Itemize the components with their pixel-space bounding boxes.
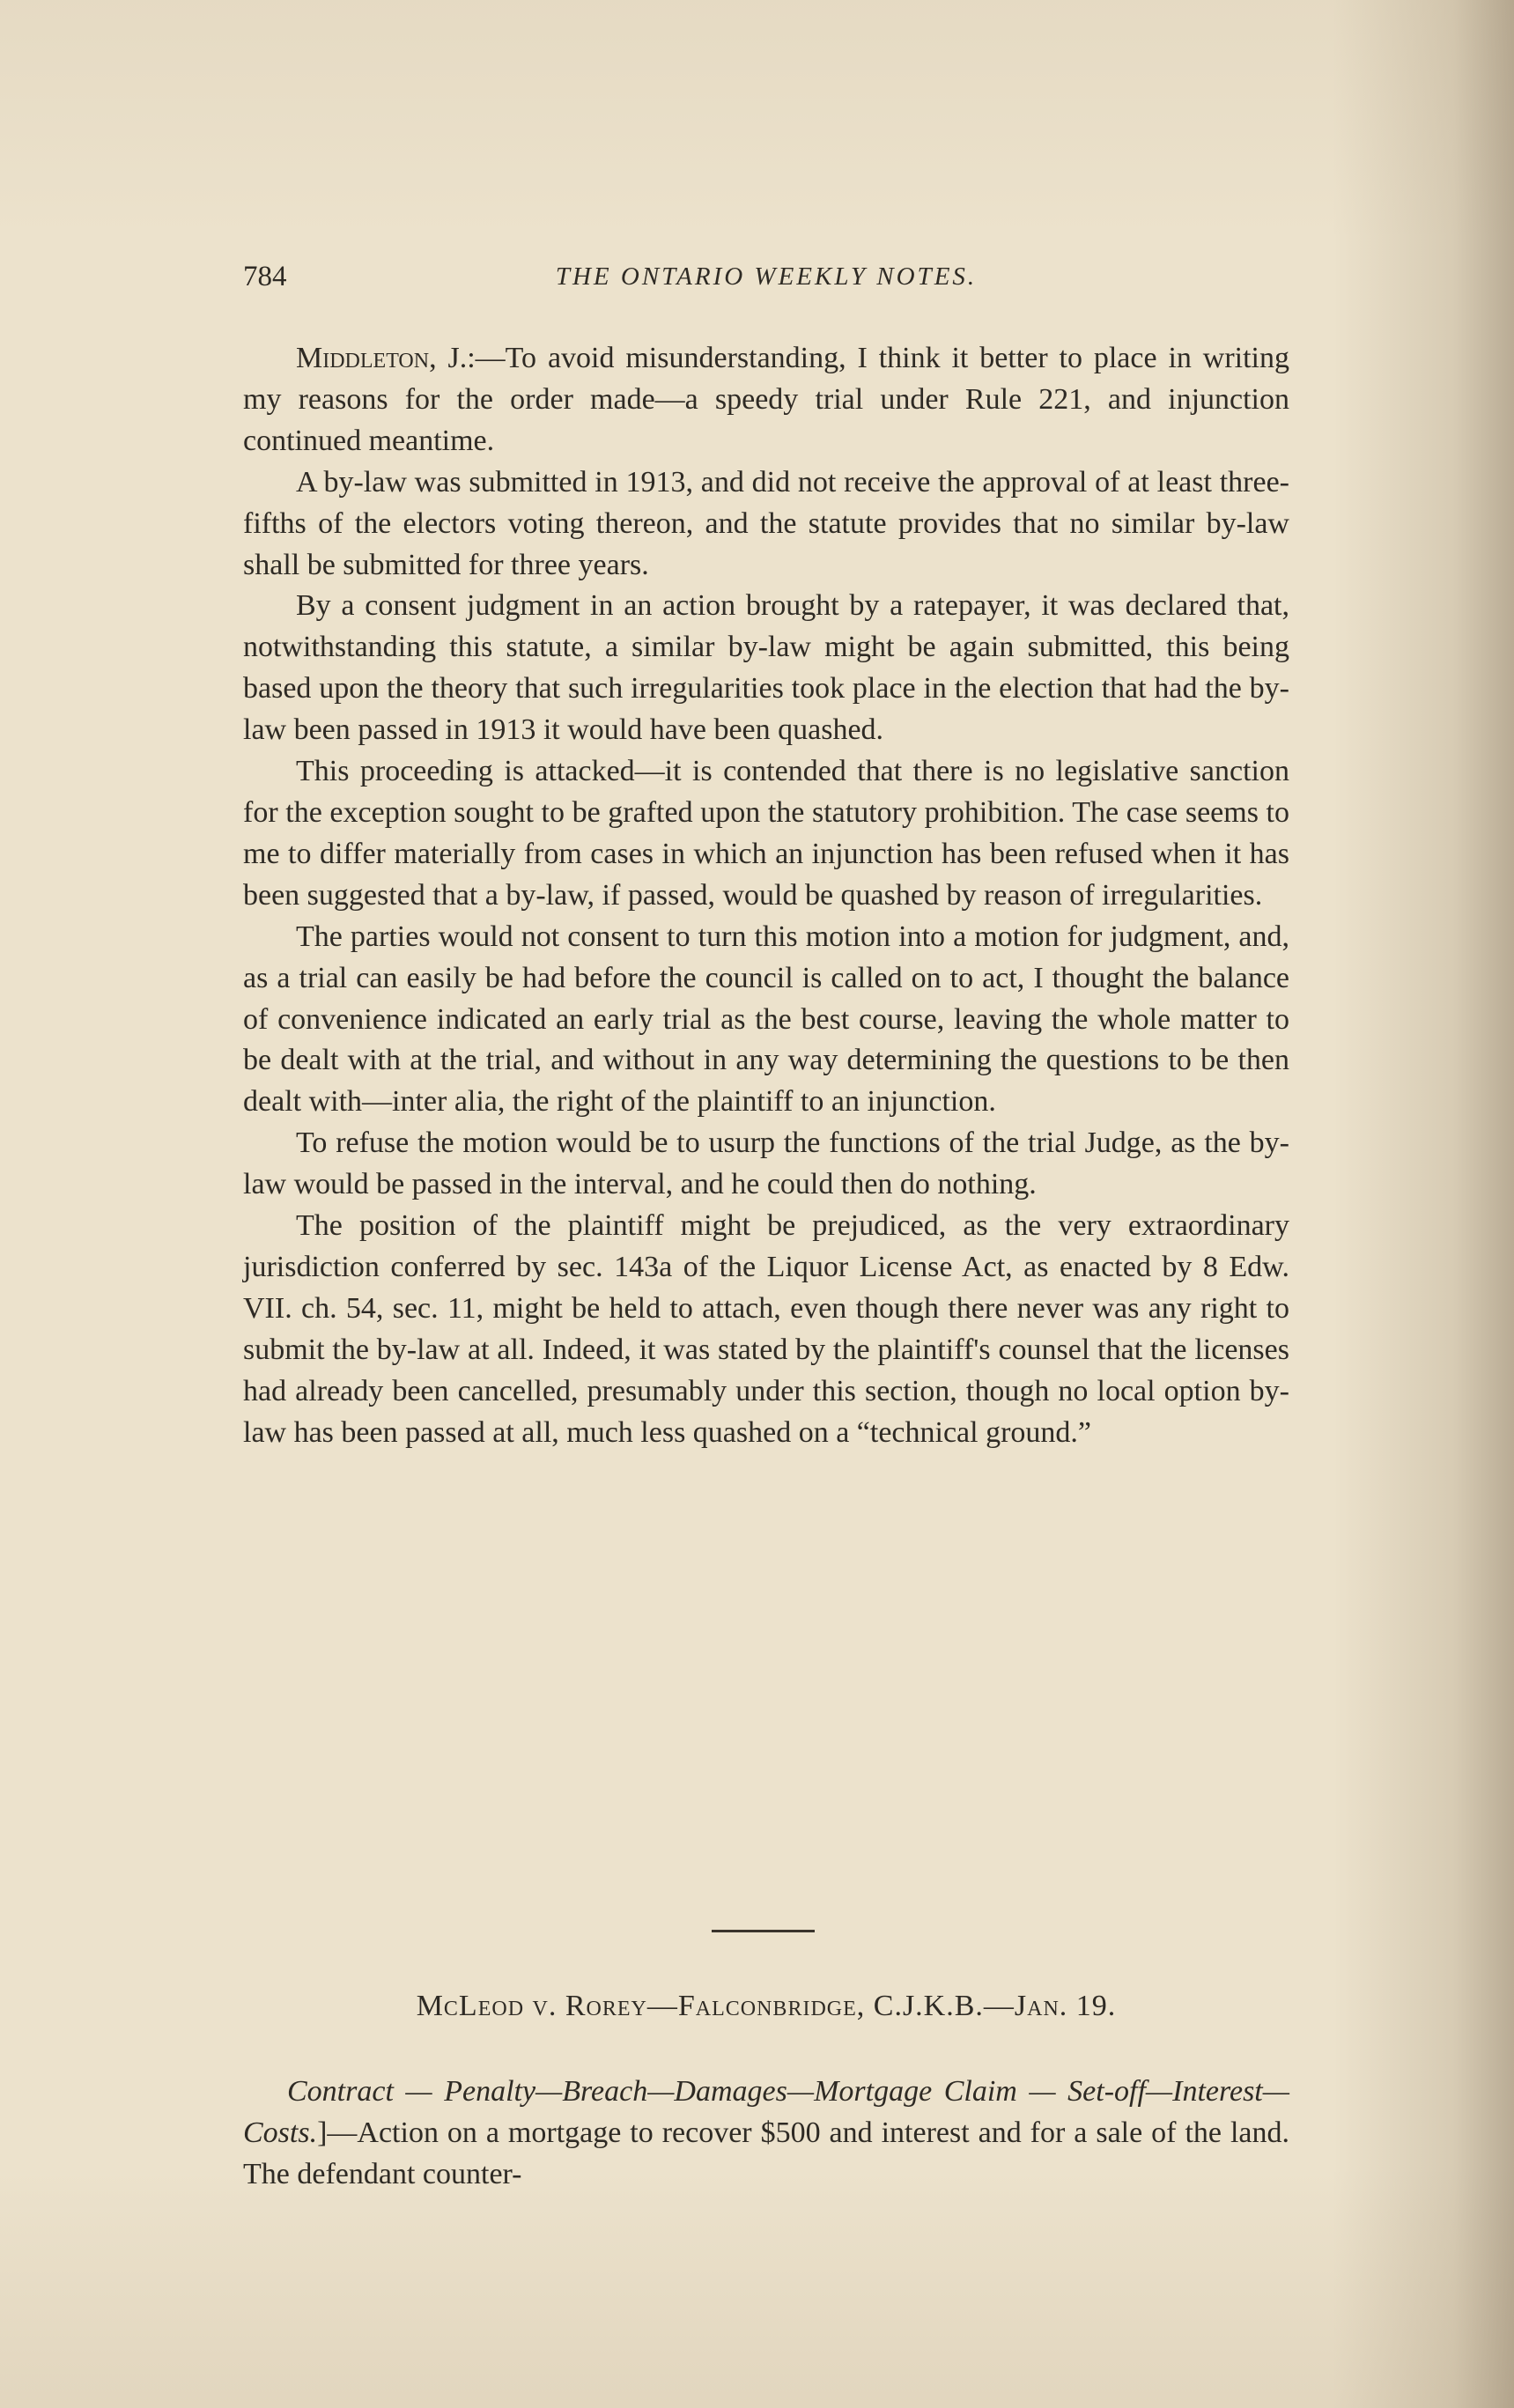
section-divider (712, 1930, 815, 1932)
page-header (243, 261, 1289, 299)
opinion-paragraph: The parties would not consent to turn this motion into a motion for judgment, and, as a trial can easily be had before the council is called on to act, I thought the balance of convenience indicated an early trial as the best course, leaving the whole matter to be dealt with at the trial, and without in any way determining the questions to be then dealt with—inter alia, the right of the plaintiff to an injunction. (243, 920, 1289, 1119)
opinion-paragraph: The position of the plaintiff might be prejudiced, as the very extraordinary jurisdiction conferred by sec. 143a of the Liquor License Act, as enacted by 8 Edw. VII. ch. 54, sec. 11, might be held to attach, even though there never was any right to submit the by-law at all. Indeed, it was stated by the plaintiff's counsel that the licenses had already been cancelled, presumably under this section, though no local option by-law has been passed at all, much less quashed on a “technical ground.” (243, 1209, 1289, 1449)
running-head: THE ONTARIO WEEKLY NOTES. (555, 262, 978, 291)
opinion-paragraph: By a consent judgment in an action brought by a ratepayer, it was declared that, notwithstanding this statute, a similar by-law might be again submitted, this being based upon the theory that such irregularities took place in the election that had the by-law been passed in 1913 it would have been quashed. (243, 589, 1289, 747)
opinion-paragraph: To refuse the motion would be to usurp the functions of the trial Judge, as the by-law would be passed in the interval, and he could then do nothing. (243, 1126, 1289, 1201)
judge-name: Middleton, J. (296, 342, 468, 374)
opinion-paragraph: A by-law was submitted in 1913, and did not receive the approval of at least three-fifths of the electors voting thereon, and the statute provides that no similar by-law shall be submitted for three years. (243, 465, 1289, 581)
headnote-text: ]—Action on a mortgage to recover $500 and interest and for a sale of the land. The defendant counter- (243, 2116, 1289, 2190)
catchwords: Contract — Penalty—Breach—Damages—Mortgage Claim — Set-off—Interest—Costs. (243, 2075, 1289, 2149)
case-headnote (243, 2071, 1289, 2195)
opinion-body (243, 338, 1289, 1453)
headnote-paragraph (243, 2071, 1289, 2195)
opinion-paragraph: This proceeding is attacked—it is contended that there is no legislative sanction for the exception sought to be grafted upon the statutory prohibition. The case seems to me to differ materially from cases in which an injunction has been refused when it has been suggested that a by-law, if passed, would be quashed by reason of irregularities. (243, 755, 1289, 912)
page-number: 784 (243, 261, 287, 292)
paragraph-text: :—To avoid misunderstanding, I think it better to place in writing my reasons for the order made—a speedy trial under Rule 221, and injunction continued meantime. (243, 342, 1289, 457)
opinion-paragraph (243, 338, 1289, 462)
case-title: McLeod v. Rorey—Falconbridge, C.J.K.B.—Jan. 19. (416, 1990, 1117, 2022)
